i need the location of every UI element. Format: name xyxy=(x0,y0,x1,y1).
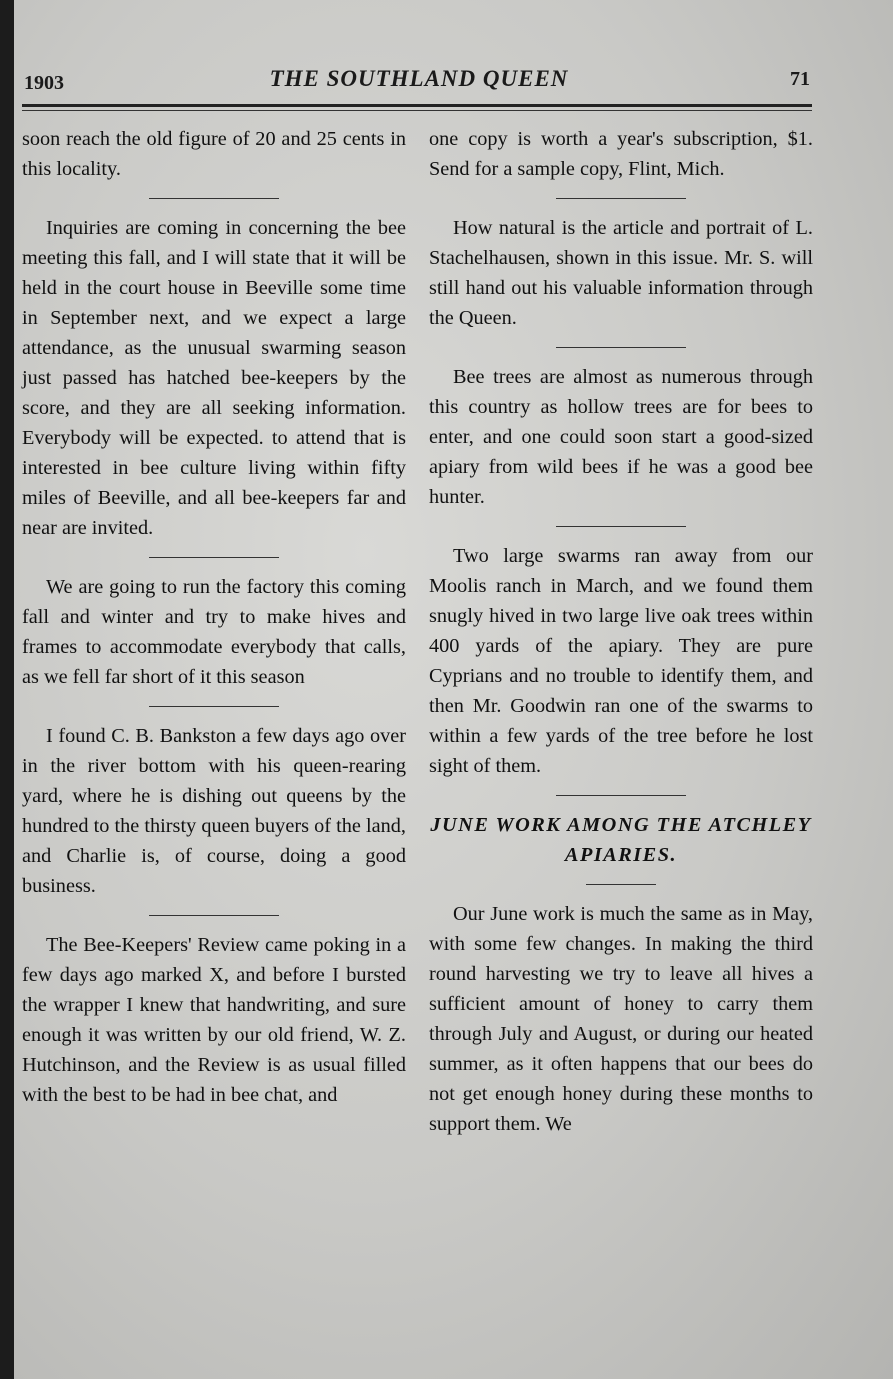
paragraph: Two large swarms ran away from our Moolis ranch in March, and we found them snugly hived in two large live oak trees within 400 yards of the apiary. They are pure Cyprians and no trouble to identify them, and then Mr. Goodwin ran one of the swarms to within a few yards of the tree before he lost sight of them. xyxy=(429,545,813,777)
section-divider xyxy=(556,347,686,348)
section-divider xyxy=(586,884,656,885)
section-heading: JUNE WORK AMONG THE ATCHLEY APIARIES. xyxy=(430,814,812,866)
header-year: 1903 xyxy=(24,72,64,94)
page-number: 71 xyxy=(790,68,810,90)
section-divider xyxy=(149,198,279,199)
journal-title: THE SOUTHLAND QUEEN xyxy=(269,66,569,91)
scan-edge xyxy=(0,0,14,1379)
right-column xyxy=(429,124,813,1139)
paragraph: Inquiries are coming in concerning the bee meeting this fall, and I will state that it will be held in the court house in Beeville some time in September next, and we expect a large attendance, as the unusual swarming season just passed has hatched bee-keepers by the score, and they are all seeking information. Everybody will be expected. to attend that is interested in bee culture living within fifty miles of Beeville, and all bee-keepers far and near are invited. xyxy=(22,217,406,539)
section-divider xyxy=(149,706,279,707)
section-divider xyxy=(556,198,686,199)
paragraph: Bee trees are almost as numerous through this country as hollow trees are for bees to enter, and one could soon start a good-sized apiary from wild bees if he was a good bee hunter. xyxy=(429,366,813,508)
left-column xyxy=(22,124,406,1110)
running-header xyxy=(24,64,814,98)
paragraph: We are going to run the factory this coming fall and winter and try to make hives and frames to accommodate everybody that calls, as we fell far short of it this season xyxy=(22,576,406,688)
paragraph: I found C. B. Bankston a few days ago over in the river bottom with his queen-rearing yard, where he is dishing out queens by the hundred to the thirsty queen buyers of the land, and Charlie is, of course, doing a good business. xyxy=(22,725,406,897)
section-divider xyxy=(149,557,279,558)
header-rule-thick xyxy=(22,104,812,107)
paragraph: The Bee-Keepers' Review came poking in a few days ago marked X, and before I bursted the wrapper I knew that handwriting, and sure enough it was written by our old friend, W. Z. Hutchinson, and the Review is as usual filled with the best to be had in bee chat, and xyxy=(22,934,406,1106)
section-divider xyxy=(556,795,686,796)
paragraph: soon reach the old figure of 20 and 25 cents in this locality. xyxy=(22,128,406,180)
paragraph: Our June work is much the same as in May, with some few changes. In making the third round harvesting we try to leave all hives a sufficient amount of honey to carry them through July and August, or during our heated summer, as it often happens that our bees do not get enough honey during these months to support them. We xyxy=(429,903,813,1135)
paragraph: How natural is the article and portrait of L. Stachelhausen, shown in this issue. Mr. S. will still hand out his valuable information through the Queen. xyxy=(429,217,813,329)
header-rule-thin xyxy=(22,110,812,111)
section-divider xyxy=(556,526,686,527)
paragraph: one copy is worth a year's subscription, $1. Send for a sample copy, Flint, Mich. xyxy=(429,128,813,180)
section-divider xyxy=(149,915,279,916)
